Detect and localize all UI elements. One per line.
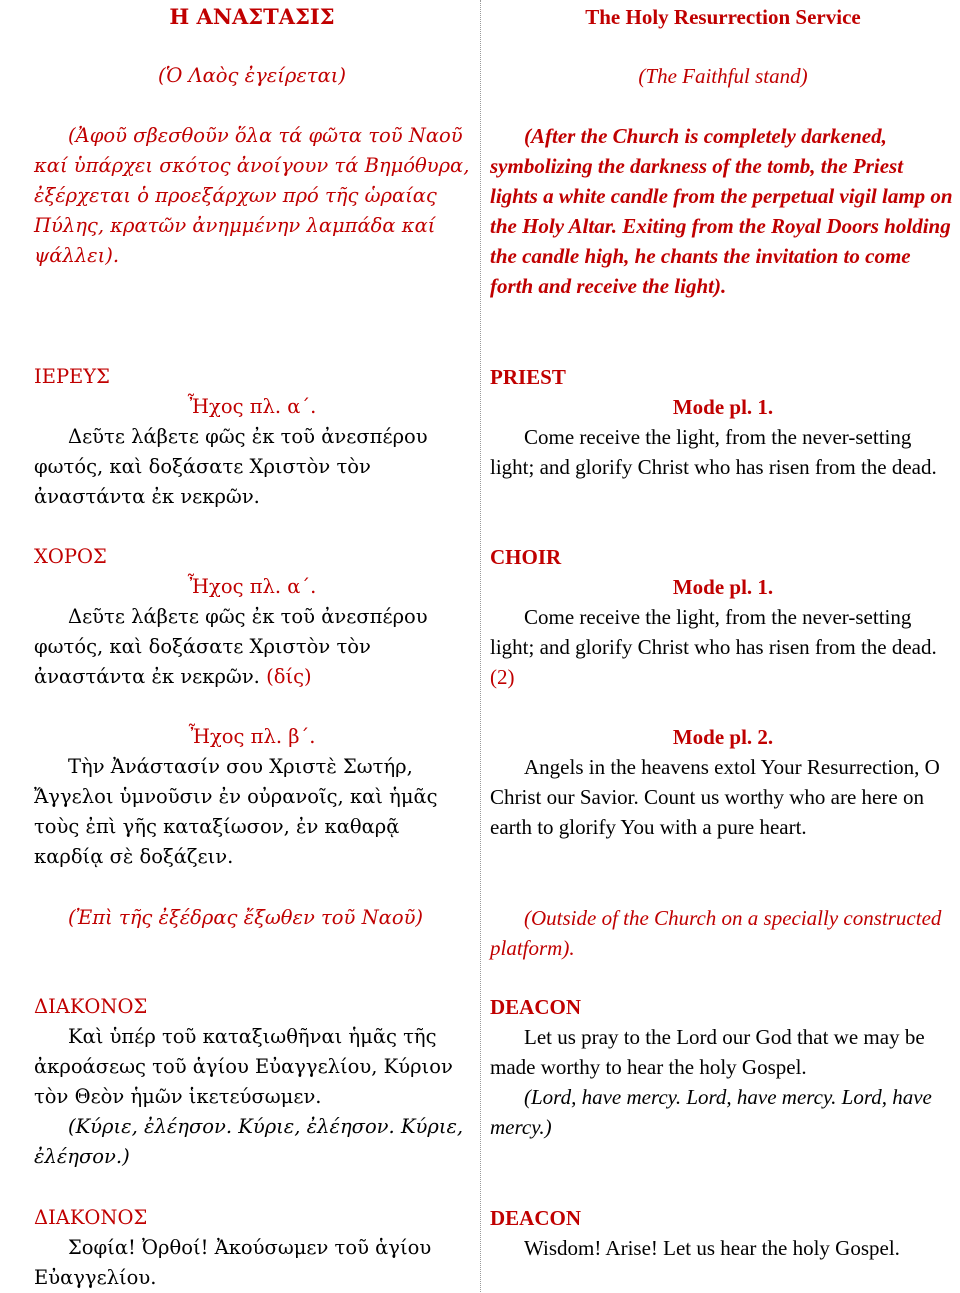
greek-deacon1-text: Καὶ ὑπέρ τοῦ καταξιωθῆναι ἡμᾶς τῆς ἀκροάσεως τοῦ ἁγίου Εὐαγγελίου, Κύριον τὸν Θεὸν ἡμῶν ἱκετεύσωμεν. [34,1025,453,1108]
english-choir-mode: Mode pl. 1. [672,575,774,599]
english-priest-heading: PRIEST [490,365,566,389]
english-faithful-stand: (The Faithful stand) [638,64,808,88]
english-rubric-darken: (After the Church is completely darkened, symbolizing the darkness of the tomb, the Priest lights a white candle from the perpetual vigil lamp on the Holy Altar. Exiting from the Royal Doors holding the candle high, he chants the invitation to come forth and receive the light). [490,124,953,298]
english-deacon1-response: (Lord, have mercy. Lord, have mercy. Lord, have mercy.) [490,1085,932,1139]
english-deacon1-text: Let us pray to the Lord our God that we may be made worthy to hear the holy Gospel. [490,1025,925,1079]
english-deacon2-text: Wisdom! Arise! Let us hear the holy Gospel. [524,1236,900,1260]
english-column [490,0,956,1292]
greek-hymn2-mode: Ἦχος πλ. β΄. [188,725,316,748]
greek-priest-section [34,362,470,512]
greek-title: Η ΑΝΑΣΤΑΣΙΣ [169,4,335,29]
greek-priest-mode: Ἦχος πλ. α΄. [187,395,317,418]
english-deacon2-heading: DEACON [490,1206,582,1230]
english-deacon1-section [490,992,956,1142]
greek-deacon1-heading: ΔΙΑΚΟΝΟΣ [34,995,148,1018]
greek-rubric-outside: (Ἐπὶ τῆς ἐξέδρας ἔξωθεν τοῦ Ναοῦ) [68,906,424,929]
english-choir-text: Come receive the light, from the never-setting light; and glorify Christ who has risen from the dead. [490,605,937,659]
greek-rubric-darken: (Ἀφοῦ σβεσθοῦν ὅλα τά φῶτα τοῦ Ναοῦ καί ὑπάρχει σκότος ἀνοίγουν τά Βημόθυρα, ἐξέρχεται ὁ προεξάρχων πρό τῆς ὡραίας Πύλης, κρατῶν ἀνημμένην λαμπάδα καί ψάλλει). [34,124,470,267]
greek-deacon2-section [34,1203,470,1293]
greek-choir-text: Δεῦτε λάβετε φῶς ἐκ τοῦ ἀνεσπέρου φωτός, καὶ δοξάσατε Χριστὸν τὸν ἀναστάντα ἐκ νεκρῶν. [34,605,428,688]
greek-faithful-stand: (Ὁ Λαὸς ἐγείρεται) [157,64,347,87]
english-priest-mode: Mode pl. 1. [672,395,774,419]
english-priest-section [490,362,956,482]
greek-choir-heading: ΧΟΡΟΣ [34,545,107,568]
column-divider [480,0,481,1292]
greek-deacon1-response: (Κύριε, ἐλέησον. Κύριε, ἐλέησον. Κύριε, ἐλέησον.) [34,1115,464,1168]
greek-deacon2-text: Σοφία! Ὀρθοί! Ἀκούσωμεν τοῦ ἁγίου Εὐαγγελίου. [34,1236,432,1289]
english-deacon2-section [490,1203,956,1263]
english-choir-heading: CHOIR [490,545,562,569]
greek-column [34,0,470,1292]
english-rubric-outside: (Outside of the Church on a specially constructed platform). [490,906,942,960]
english-hymn2-text: Angels in the heavens extol Your Resurrection, O Christ our Savior. Count us worthy who are here on earth to glorify You with a pure heart. [490,755,940,839]
english-priest-text: Come receive the light, from the never-setting light; and glorify Christ who has risen from the dead. [490,425,937,479]
greek-priest-heading: ΙΕΡΕΥΣ [34,365,110,388]
greek-deacon1-section [34,992,470,1172]
english-hymn2-mode: Mode pl. 2. [672,725,774,749]
english-choir-repeat: (2) [490,665,515,689]
english-deacon1-heading: DEACON [490,995,582,1019]
greek-hymn2-section [34,722,470,872]
greek-deacon2-heading: ΔΙΑΚΟΝΟΣ [34,1206,148,1229]
english-choir-section [490,542,956,692]
greek-choir-mode: Ἦχος πλ. α΄. [187,575,317,598]
english-hymn2-section [490,722,956,842]
greek-choir-repeat: (δίς) [266,665,312,688]
english-title: The Holy Resurrection Service [585,5,861,29]
greek-hymn2-text: Τὴν Ἀνάστασίν σου Χριστὲ Σωτήρ, Ἄγγελοι ὑμνοῦσιν ἐν οὐρανοῖς, καὶ ἡμᾶς τοὺς ἐπὶ γῆς καταξίωσον, ἐν καθαρᾷ καρδίᾳ σὲ δοξάζειν. [34,755,438,868]
greek-priest-text: Δεῦτε λάβετε φῶς ἐκ τοῦ ἀνεσπέρου φωτός, καὶ δοξάσατε Χριστὸν τὸν ἀναστάντα ἐκ νεκρῶν. [34,425,428,508]
greek-choir-section [34,542,470,692]
